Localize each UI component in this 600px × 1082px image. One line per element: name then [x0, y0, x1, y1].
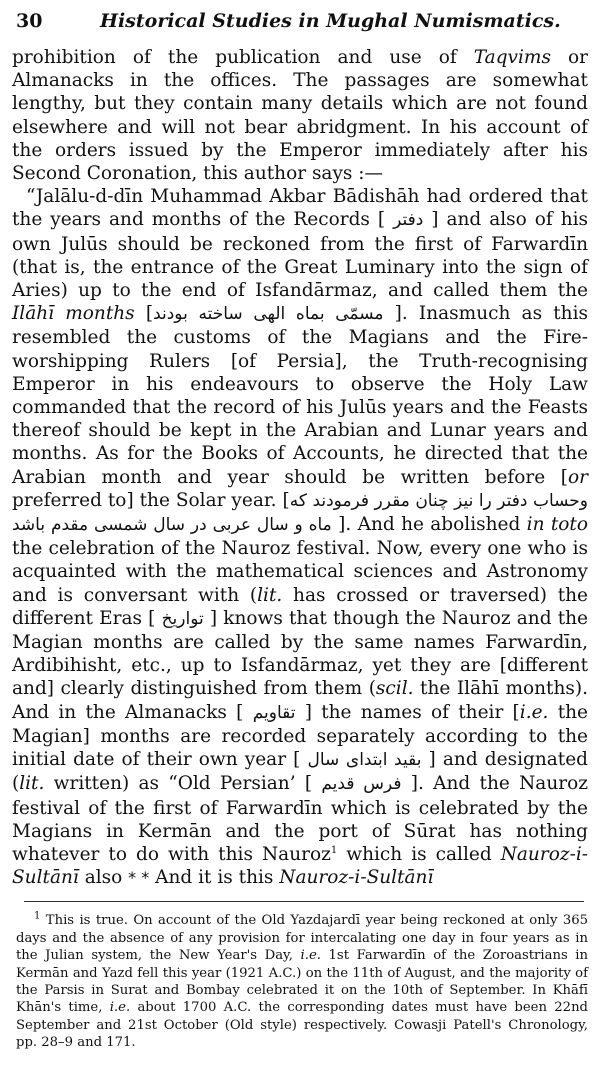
italic-term: Nauroz-i-Sultānī: [12, 843, 588, 889]
text-run: ] knows that though the Nauroz and the Magian months are called by the same names Farwardīn, Ardibihisht, etc., up to Isfandārmaz, yet they are [different and] clearly distinguished from them (: [12, 607, 588, 700]
italic-term: i.e.: [109, 1000, 131, 1016]
persian-phrase: تقاویم: [252, 702, 296, 723]
italic-term: scil.: [375, 678, 414, 700]
text-run: or Almanacks in the offices. The passages are somewhat lengthy, but they contain many details which are not found elsewhere and will not bear abridgment. In his account of the orders issued by the Emperor immediately after his Second Coronation, this author says :—: [12, 47, 588, 185]
text-run: about 1700 A.C. the corresponding dates must have been 22nd September and 21st October (Old style) respectively. Cowasji Patell's Chronology, pp. 28–9 and 171.: [16, 1000, 588, 1051]
text-run: also: [78, 867, 129, 889]
text-run: [: [134, 303, 154, 325]
persian-phrase: دفتر: [393, 210, 424, 231]
footnote-divider: [24, 901, 584, 902]
text-run: ] and also of his own Julūs should be reckoned from the first of Farwardīn (that is, the entrance of the Great Luminary into the sign of Aries) up to the end of Isfandārmaz, and called them the: [12, 209, 589, 302]
text-run: ]. Inasmuch as this resembled the customs of the Magians and the Fire-worshipping Rulers [of Persia], the Truth-recognising Emperor in his endeavours to observe the Holy Law commanded that the record of his Julūs years and the Feasts thereof should be kept in the Arabian and Lunar years and months. As for the Books of Accounts, he directed that the Arabian month and year should be written before [: [12, 303, 588, 488]
text-run: And it is this: [149, 867, 280, 889]
persian-phrase: فرس قدیم: [321, 774, 402, 795]
italic-term: in toto: [526, 514, 588, 536]
footnote-reference[interactable]: 1: [330, 844, 338, 856]
text-run: 1st Farwardīn of the Zoroastrians in Kermān and Yazd fell this year (1921 A.C.) on the 11th of August, and the majority of the Parsis in Surat and Bombay celebrated it on the 10th of September. In Khāfī Khān's time,: [16, 948, 589, 1016]
text-run: ] the names of their [: [295, 701, 520, 723]
text-run: “Jalālu-d-dīn Muhammad Akbar Bādishāh had ordered that the years and months of the Records [: [12, 186, 588, 231]
text-run: written) as “Old Persian’ [: [44, 773, 322, 795]
text-run: ] and designated (: [12, 749, 588, 795]
text-run: the celebration of the Nauroz festival. Now, every one who is acquainted with the mathematical sciences and Astronomy and is conversant with (: [12, 538, 588, 606]
text-run: which is called: [337, 843, 501, 865]
italic-term: Nauroz-i-Sultānī: [279, 867, 434, 889]
text-run: ]. And he abolished: [331, 514, 527, 536]
text-run: ]. And the Nauroz festival of the first of Farwardīn which is celebrated by the Magians in Kermān and the port of Sūrat has nothing whatever to do with this Nauroz: [12, 773, 588, 865]
italic-term: i.e.: [519, 701, 549, 723]
page-number: 30: [16, 10, 43, 32]
footnotes: [12, 912, 588, 1051]
persian-phrase: تواریخ: [161, 608, 204, 629]
footnote-1: [16, 912, 588, 1051]
italic-term: lit.: [19, 773, 45, 795]
italic-term: or: [568, 466, 588, 488]
running-title: Historical Studies in Mughal Numismatics.: [100, 10, 561, 32]
text-run: has crossed or traversed) the different Eras [: [12, 584, 589, 629]
italic-term: lit.: [257, 584, 283, 606]
paragraph-1: [12, 46, 588, 185]
italic-term: i.e.: [300, 948, 321, 964]
text-run: prohibition of the publication and use of: [12, 47, 474, 68]
persian-phrase: وحساب دفتر را نیز چنان مقرر فرمودند که ماه و سال عربی در سال شمسی مقدم باشد: [12, 490, 589, 536]
persian-phrase: بقید ابتدای سال: [307, 750, 422, 771]
paragraph-2: [12, 185, 588, 889]
text-run: preferred to] the Solar year. [: [12, 489, 290, 511]
text-run: This is true. On account of the Old Yazdajardī year being reckoned at only 365 days and the absence of any provision for intercalating one day in four years as in the Julian system, the New Year's Day,: [16, 913, 588, 964]
persian-phrase: مسمّی بماه الهی ساخته بودند: [153, 304, 384, 325]
footnote-marker: 1: [34, 910, 41, 922]
page-header: [12, 6, 588, 46]
main-text: [12, 46, 588, 889]
italic-term: Taqvims: [473, 47, 551, 68]
text-run: the Ilāhī months). And in the Almanacks [: [12, 678, 588, 723]
italic-term: Ilāhī months: [12, 303, 135, 325]
text-run: the Magian] months are recorded separately according to the initial date of their own year [: [12, 701, 588, 771]
ellipsis-stars: * *: [128, 868, 150, 888]
